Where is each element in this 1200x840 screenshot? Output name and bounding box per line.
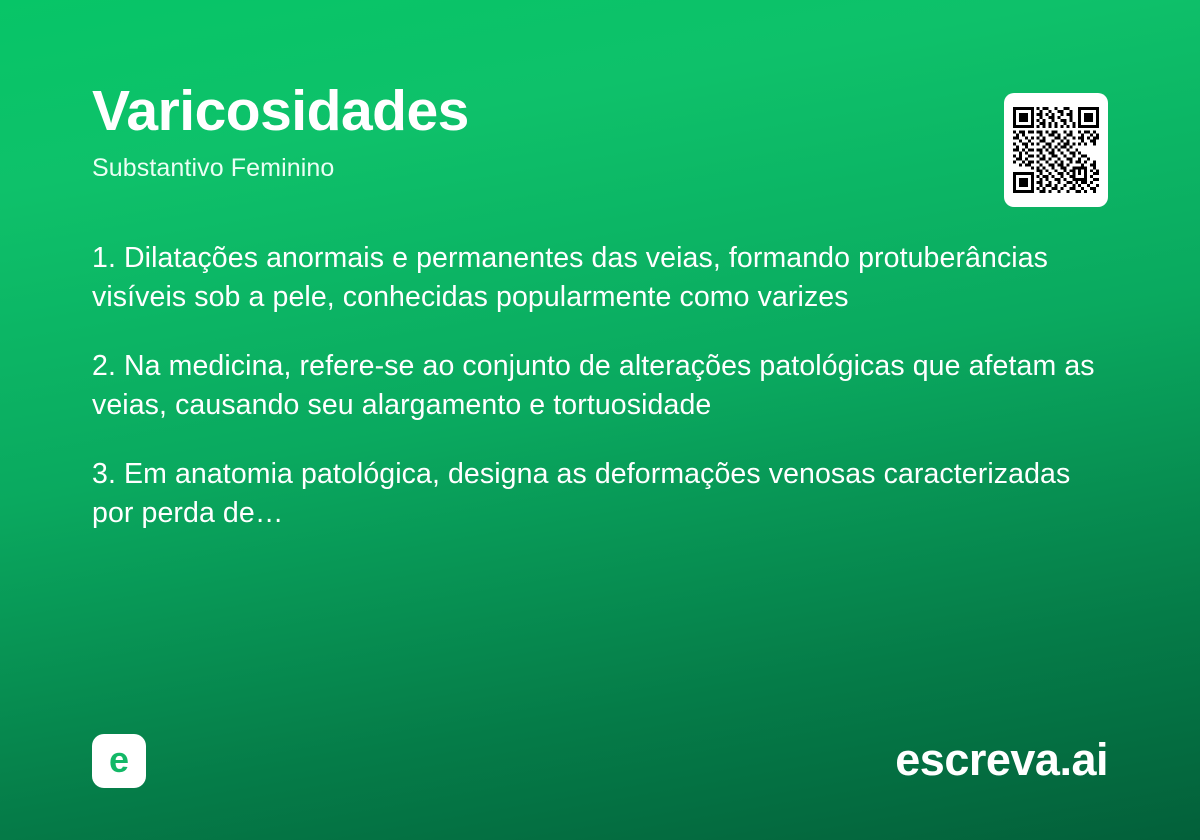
- page-title: Varicosidades: [92, 79, 469, 143]
- brand-logo-letter: e: [108, 739, 130, 780]
- brand-logo-mark[interactable]: [92, 734, 146, 788]
- definition-list: [92, 239, 1107, 533]
- card-footer: [92, 730, 1108, 788]
- qr-code-icon: [1013, 102, 1099, 198]
- definition-item-3: 3. Em anatomia patológica, designa as deformações venosas caracterizadas por perda de…: [92, 457, 1071, 529]
- qr-code-container[interactable]: [1004, 93, 1108, 207]
- definition-item-2: 2. Na medicina, refere-se ao conjunto de alterações patológicas que afetam as veias, causando seu alargamento e tortuosidade: [92, 349, 1095, 421]
- brand-wordmark: escreva.ai: [895, 734, 1108, 785]
- definition-item-1: 1. Dilatações anormais e permanentes das veias, formando protuberâncias visíveis sob a pele, conhecidas popularmente como varizes: [92, 241, 1049, 313]
- word-class-label: Substantivo Feminino: [92, 153, 335, 182]
